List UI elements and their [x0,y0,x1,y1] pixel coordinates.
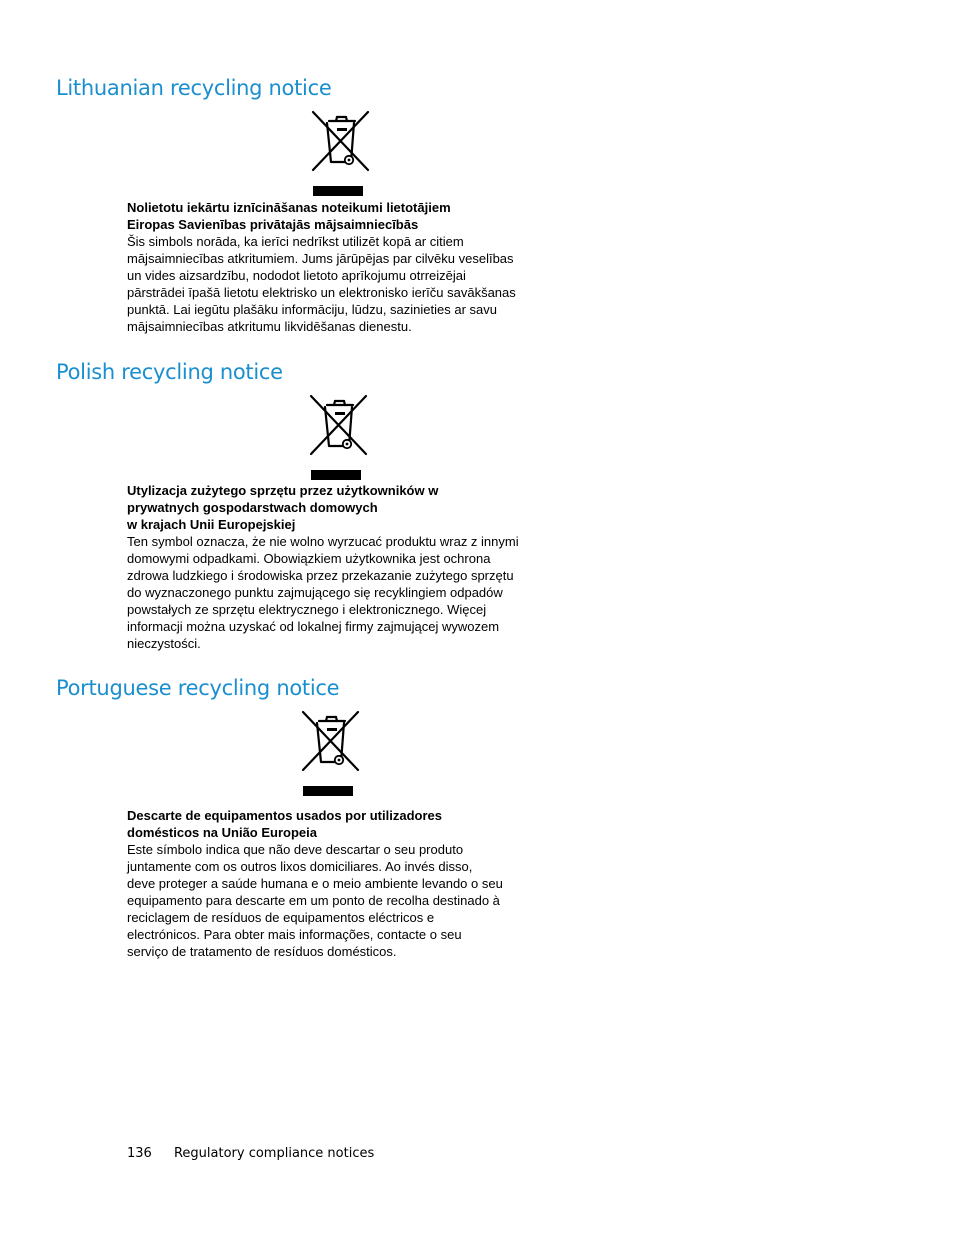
notice-body-line: Este símbolo indica que não deve descartar o seu produto [127,842,464,857]
notice-body-line: domowymi odpadkami. Obowiązkiem użytkownika jest ochrona [127,551,491,566]
notice-body-line: do wyznaczonego punktu zajmującego się recyklingiem odpadów [127,585,503,600]
notice-title-line: Eiropas Savienības privātajās mājsaimniecībās [127,217,419,232]
notice-text-portuguese [127,807,567,960]
notice-body-line: electrónicos. Para obter mais informações, contacte o seu [127,927,462,942]
weee-bin-icon-lithuanian [308,108,372,198]
notice-body-line: pārstrādei īpašā lietotu elektrisko un elektronisko ierīču savākšanas [127,285,516,300]
notice-body-line: Ten symbol oznacza, że nie wolno wyrzucać produktu wraz z innymi [127,534,519,549]
section-heading-portuguese: Portuguese recycling notice [56,676,340,700]
notice-body-line: Šis simbols norāda, ka ierīci nedrīkst utilizēt kopā ar citiem [127,234,464,249]
notice-body [127,841,567,960]
notice-title [127,807,567,841]
notice-body-line: reciclagem de resíduos de equipamentos eléctricos e [127,910,435,925]
footer-chapter-title: Regulatory compliance notices [173,1146,375,1161]
notice-body-line: zdrowa ludzkiego i środowiska przez przekazanie zużytego sprzętu [127,568,514,583]
notice-body-line: punktā. Lai iegūtu plašāku informāciju, lūdzu, sazinieties ar savu [127,302,497,317]
notice-text-polish [127,482,567,652]
page-number: 136 [127,1146,152,1161]
notice-body [127,533,567,652]
notice-body-line: nieczystości. [127,636,201,651]
notice-body-line: mājsaimniecības atkritumu likvidēšanas dienestu. [127,319,412,334]
notice-body-line: equipamento para descarte em um ponto de recolha destinado à [127,893,500,908]
notice-text-lithuanian [127,199,567,335]
notice-title-line: prywatnych gospodarstwach domowych [127,500,378,515]
notice-body-line: un vides aizsardzību, nododot lietoto aprīkojumu otrreizējai [127,268,466,283]
section-heading-polish: Polish recycling notice [56,360,283,384]
notice-body-line: juntamente com os outros lixos domiciliares. Ao invés disso, [127,859,473,874]
notice-body-line: informacji można uzyskać od lokalnej firmy zajmującej wywozem [127,619,500,634]
weee-bin-icon-polish [306,392,370,482]
notice-title [127,199,567,233]
page-footer [127,1146,374,1161]
notice-title-line: domésticos na União Europeia [127,825,317,840]
weee-bin-icon-portuguese [298,708,362,798]
notice-title-line: Descarte de equipamentos usados por utilizadores [127,808,442,823]
notice-title-line: Utylizacja zużytego sprzętu przez użytkowników w [127,483,439,498]
section-heading-lithuanian: Lithuanian recycling notice [56,76,332,100]
notice-body-line: powstałych ze sprzętu elektrycznego i elektronicznego. Więcej [127,602,487,617]
notice-title-line: Nolietotu iekārtu iznīcināšanas noteikumi lietotājiem [127,200,451,215]
notice-body-line: serviço de tratamento de resíduos domésticos. [127,944,397,959]
notice-body-line: deve proteger a saúde humana e o meio ambiente levando o seu [127,876,503,891]
notice-title [127,482,567,533]
notice-title-line: w krajach Unii Europejskiej [127,517,296,532]
notice-body [127,233,567,335]
notice-body-line: mājsaimniecības atkritumiem. Jums jārūpējas par cilvēku veselības [127,251,514,266]
